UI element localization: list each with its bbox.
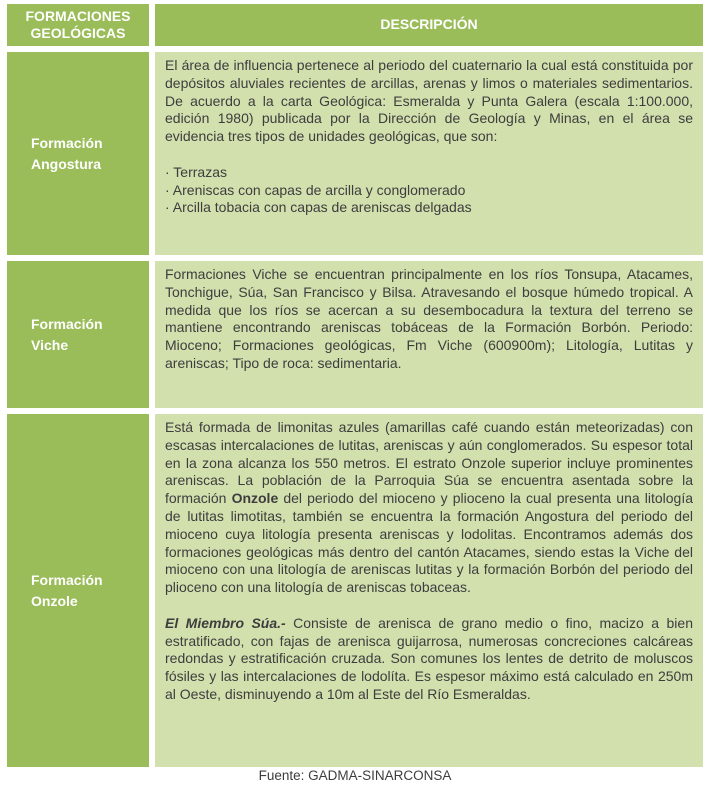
blank-line — [165, 597, 693, 615]
description-onzole — [155, 414, 703, 767]
source-caption: Fuente: GADMA-SINARCONSA — [258, 768, 452, 783]
description-angostura — [155, 52, 703, 255]
paragraph — [165, 615, 693, 704]
formation-label-onzole: Formación Onzole — [7, 414, 149, 767]
geology-table — [7, 4, 703, 767]
text-segment: El Miembro Súa.- — [165, 614, 286, 631]
bullet-item: · Arcilla tobacia con capas de areniscas delgadas — [165, 199, 472, 216]
text-segment: Formaciones Viche se encuentran principalmente en los ríos Tonsupa, Atacames, Tonchigue, Súa, San Francisco y Bilsa. Atravesando el bosque húmedo tropical. A medida que los ríos se acercan a su desembocadura la textura del terreno se mantiene encontrando areniscas tobáceas de la Formación Borbón. Periodo: Mioceno; Formaciones geológicas, Fm Viche (600900m); Litología, Lutitas y areniscas; Tipo de roca: sedimentaria. — [165, 266, 693, 371]
blank-line — [165, 146, 693, 164]
paragraph — [165, 57, 693, 146]
text-segment: del periodo del mioceno y plioceno la cual presenta una litología de lutitas limotitas, también se encuentra la formación Angostura del periodo del mioceno cuya litología presenta areniscas y lodolitas. Encontramos además dos formaciones geológicas más dentro del cantón Atacames, siendo estas la Viche del mioceno con una litología de areniscas lutitas y la formación Borbón del periodo del plioceno con una litología de areniscas tobaceas. — [165, 490, 693, 596]
text-segment: Consiste de arenisca de grano medio o fino, macizo a bien estratificado, con fajas de arenisca guijarrosa, numerosas concreciones calcáreas redondas y estratificación cruzada. Son comunes los lentes de detrito de moluscos fósiles y las intercalaciones de lodolíta. Es espesor máximo está calculado en 250m al Oeste, disminuyendo a 10m al Este del Río Esmeraldas. — [165, 614, 693, 702]
bullet-item: · Areniscas con capas de arcilla y conglomerado — [165, 181, 466, 198]
text-segment: Onzole — [231, 490, 279, 507]
bullet-item: · Terrazas — [165, 163, 227, 180]
text-segment: El área de influencia pertenece al periodo del cuaternario la cual está constituida por depósitos aluviales recientes de arcillas, arenas y limos o materiales sedimentarios. De acuerdo a la carta Geológica: Esmeralda y Punta Galera (escala 1:100.000, edición 1980) publicada por la Dirección de Geología y Minas, en el área se evidencia tres tipos de unidades geológicas, que son: — [165, 57, 693, 145]
paragraph — [165, 419, 693, 597]
text-segment: Está formada de limonitas azules (amarillas café cuando están meteorizadas) con escasas intercalaciones de lutitas, areniscas y aún conglomerados. Su espesor total en la zona alcanza los 550 metros. El estrato Onzole superior incluye prominentes areniscas. La población de la Parroquia Súa se encuentra asentada sobre la formación — [165, 419, 693, 507]
header-descripcion: DESCRIPCIÓN — [155, 4, 703, 46]
header-formaciones-geologicas: FORMACIONES GEOLÓGICAS — [7, 4, 149, 46]
formation-label-angostura: Formación Angostura — [7, 52, 149, 255]
formation-label-viche: Formación Viche — [7, 261, 149, 408]
description-viche — [155, 261, 703, 408]
bullet-list — [165, 164, 693, 217]
paragraph — [165, 266, 693, 373]
